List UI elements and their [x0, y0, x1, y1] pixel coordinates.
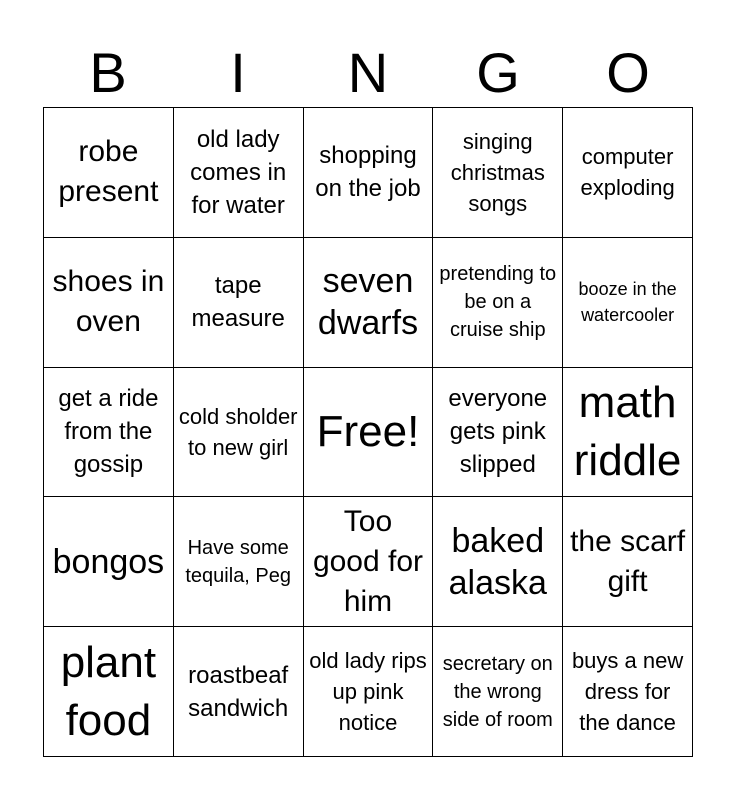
header-letter-n: N	[347, 41, 389, 104]
header-letter-g: G	[476, 41, 520, 104]
bingo-cell[interactable]: Too good for him	[304, 497, 434, 627]
bingo-cell[interactable]: old lady rips up pink notice	[304, 627, 434, 757]
bingo-cell[interactable]: buys a new dress for the dance	[563, 627, 693, 757]
bingo-cell[interactable]: shoes in oven	[44, 238, 174, 368]
bingo-cell[interactable]: the scarf gift	[563, 497, 693, 627]
bingo-cell[interactable]: everyone gets pink slipped	[433, 368, 563, 498]
bingo-cell[interactable]: singing christmas songs	[433, 108, 563, 238]
bingo-cell[interactable]: shopping on the job	[304, 108, 434, 238]
bingo-grid	[43, 107, 693, 757]
bingo-cell[interactable]: roastbeaf sandwich	[174, 627, 304, 757]
bingo-cell[interactable]: baked alaska	[433, 497, 563, 627]
bingo-cell[interactable]: bongos	[44, 497, 174, 627]
bingo-cell[interactable]: seven dwarfs	[304, 238, 434, 368]
bingo-cell[interactable]: Have some tequila, Peg	[174, 497, 304, 627]
bingo-cell[interactable]: tape measure	[174, 238, 304, 368]
header-letter-i: I	[230, 41, 246, 104]
bingo-cell[interactable]: computer exploding	[563, 108, 693, 238]
bingo-cell[interactable]: robe present	[44, 108, 174, 238]
header-letter-o: O	[606, 41, 650, 104]
bingo-cell[interactable]: get a ride from the gossip	[44, 368, 174, 498]
header-letter-b: B	[89, 41, 127, 104]
bingo-cell[interactable]: booze in the watercooler	[563, 238, 693, 368]
bingo-cell[interactable]: pretending to be on a cruise ship	[433, 238, 563, 368]
bingo-cell[interactable]: math riddle	[563, 368, 693, 498]
bingo-cell[interactable]: secretary on the wrong side of room	[433, 627, 563, 757]
bingo-cell[interactable]: cold sholder to new girl	[174, 368, 304, 498]
bingo-header	[43, 40, 693, 106]
bingo-cell[interactable]: plant food	[44, 627, 174, 757]
free-space-cell[interactable]: Free!	[304, 368, 434, 498]
bingo-cell[interactable]: old lady comes in for water	[174, 108, 304, 238]
